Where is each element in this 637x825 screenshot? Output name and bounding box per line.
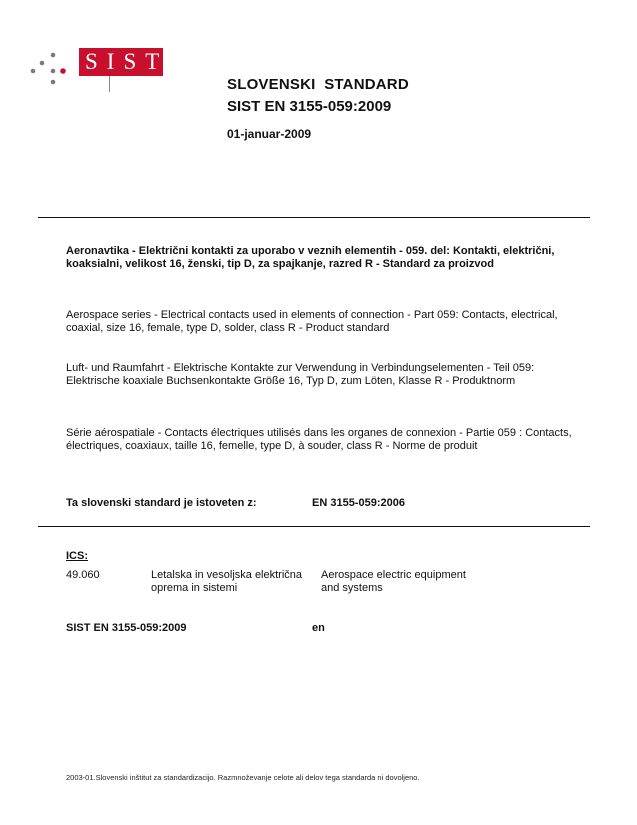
ics-code: 49.060 [66,569,100,581]
ics-label: ICS: [66,550,88,562]
identical-value: EN 3155-059:2006 [312,497,405,509]
logo-dot [51,53,56,58]
sist-logo-dots [30,52,82,86]
standard-type-heading: SLOVENSKI STANDARD [227,76,409,93]
bottom-divider [38,526,590,527]
logo-divider [109,76,110,92]
identical-label: Ta slovenski standard je istoveten z: [66,497,257,509]
logo-dot [51,80,56,85]
title-german: Luft- und Raumfahrt - Elektrische Kontakte zur Verwendung in Verbindungselementen - Teil 059: Elektrische koaxiale Buchsenkontakte Größe 16, Typ D, zum Löten, Klasse R - Produktnorm [66,362,535,387]
title-french: Série aérospatiale - Contacts électriques utilisés dans les organes de connexion - Partie 059 : Contacts, électriques, coaxiaux, taille 16, femelle, type D, à souder, class R - Norme de produit [66,427,572,452]
logo-dot [51,69,56,74]
copyright-footer: 2003-01.Slovenski inštitut za standardizacijo. Razmnoževanje celote ali delov tega standarda ni dovoljeno. [66,773,420,782]
title-slovenian: Aeronavtika - Električni kontakti za uporabo v veznih elementih - 059. del: Kontakti, električni, koaksialni, velikost 16, ženski, tip D, za spajkanje, razred R - Standard za proizvod [66,245,555,270]
ics-description-sl: Letalska in vesoljska električna oprema in sistemi [151,569,303,594]
top-divider [38,217,590,218]
sist-logo-wordmark: SIST [79,48,163,76]
logo-dot [31,69,36,74]
title-english: Aerospace series - Electrical contacts used in elements of connection - Part 059: Contacts, electrical, coaxial, size 16, female, type D, solder, class R - Product standard [66,309,558,334]
logo-dot [40,61,45,66]
standard-id-heading: SIST EN 3155-059:2009 [227,98,392,115]
document-id: SIST EN 3155-059:2009 [66,622,187,634]
ics-description-en: Aerospace electric equipment and systems [321,569,466,594]
logo-dot [60,68,66,74]
document-language: en [312,622,325,634]
publication-date: 01-januar-2009 [227,127,312,141]
